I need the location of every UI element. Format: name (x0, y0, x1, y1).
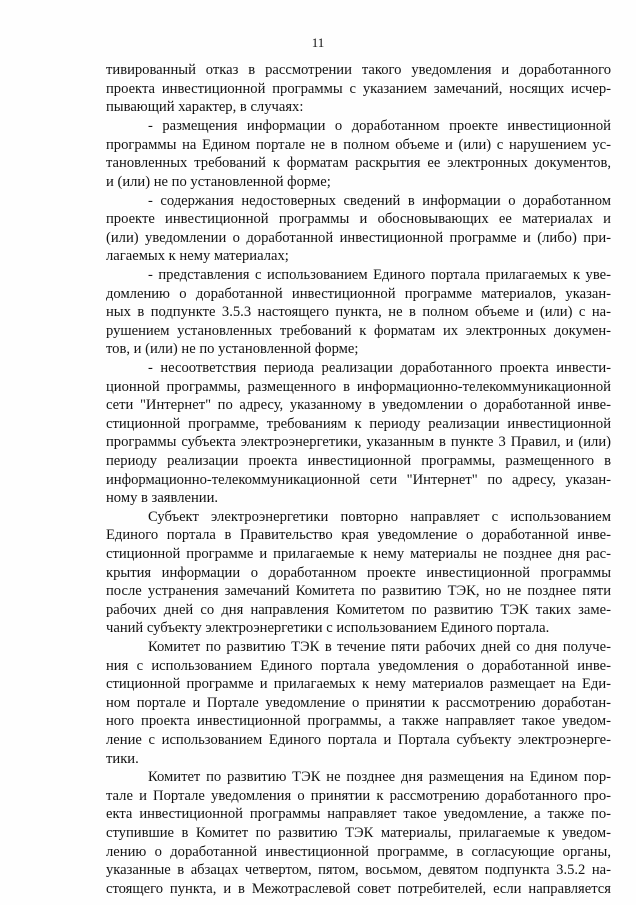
text-line: рабочих дней со дня направления Комитетом по развитию ТЭК таких заме- (106, 602, 611, 618)
text-line: проекта инвестиционной программы с указанием замечаний, носящих исчер- (106, 81, 611, 97)
text-line: - представления с использованием Единого портала прилагаемых к уве- (148, 267, 611, 283)
text-line: ного проекта инвестиционной программы, а также направляет такое уведом- (106, 713, 611, 729)
text-line: Комитет по развитию ТЭК в течение пяти рабочих дней со дня получе- (148, 639, 611, 655)
text-line: ных в подпункте 3.5.3 настоящего пункта, не в полном объеме и (или) с на- (106, 304, 611, 320)
text-line: - размещения информации о доработанном проекте инвестиционной (148, 118, 611, 134)
text-line: тов, и (или) не по установленной форме; (106, 341, 359, 357)
text-line: тики. (106, 751, 139, 767)
text-line: тановленных требований к форматам раскрытия ее электронных документов, (106, 155, 611, 171)
text-line: - содержания недостоверных сведений в информации о доработанном (148, 193, 611, 209)
text-line: пывающий характер, в случаях: (106, 99, 304, 115)
text-line: лению о доработанной инвестиционной программе, в согласующие органы, (106, 844, 611, 860)
text-line: ление с использованием Единого портала и Портала субъекту электроэнерге- (106, 732, 611, 748)
text-line: ционной программы, размещенного в информационно-телекоммуникационной (106, 379, 611, 395)
text-line: и (или) не по установленной форме; (106, 174, 331, 190)
text-line: ному в заявлении. (106, 490, 219, 506)
page-number: 11 (311, 35, 325, 50)
text-line: домлению о доработанной инвестиционной программе материалов, указан- (106, 286, 611, 302)
text-line: программы на Едином портале не в полном объеме и (или) с нарушением ус- (106, 137, 611, 153)
text-line: стиционной программе и прилагаемые к нему материалы не позднее дня рас- (106, 546, 611, 562)
text-line: сети "Интернет" по адресу, указанному в уведомлении о доработанной инве- (106, 397, 611, 413)
text-line: Комитет по развитию ТЭК не позднее дня размещения на Едином пор- (148, 769, 611, 785)
text-line: ния с использованием Единого портала уведомления о доработанной инве- (106, 658, 611, 674)
text-line: указанные в абзацах четвертом, пятом, восьмом, девятом подпункта 3.5.2 на- (106, 862, 611, 878)
text-line: периоду реализации проекта инвестиционной программы, размещенного в (106, 453, 611, 469)
text-line: чаний субъекту электроэнергетики с использованием Единого портала. (106, 620, 550, 636)
text-line: тале и Портале уведомления о принятии к рассмотрению доработанного про- (106, 788, 611, 804)
text-line: - несоответствия периода реализации доработанного проекта инвести- (148, 360, 611, 376)
text-line: (или) уведомлении о доработанной инвестиционной программе и (либо) при- (106, 230, 611, 246)
text-line: ступившие в Комитет по развитию ТЭК материалы, прилагаемые к уведом- (106, 825, 611, 841)
text-line: Субъект электроэнергетики повторно направляет с использованием (148, 509, 611, 525)
text-line: крытия информации о доработанном проекте инвестиционной программы (106, 565, 611, 581)
text-line: проекте инвестиционной программы и обосновывающих ее материалах и (106, 211, 611, 227)
text-line: стиционной программе, требованиям к периоду реализации инвестиционной (106, 416, 611, 432)
text-line: стоящего пункта, и в Межотраслевой совет потребителей, если направляется (106, 881, 611, 897)
text-line: рушением установленных требований к форматам их электронных докумен- (106, 323, 611, 339)
text-line: Единого портала в Правительство края уведомление о доработанной инве- (106, 527, 611, 543)
text-line: тивированный отказ в рассмотрении такого уведомления и доработанного (106, 62, 611, 78)
text-line: информационно-телекоммуникационной сети "Интернет" по адресу, указан- (106, 472, 611, 488)
text-line: ном портале и Портале уведомление о принятии к рассмотрению доработан- (106, 695, 611, 711)
text-line: лагаемых к нему материалах; (106, 248, 289, 264)
text-line: екта инвестиционной программы направляет такое уведомление, а также по- (106, 806, 611, 822)
text-line: стиционной программе и прилагаемых к нему материалов размещает на Еди- (106, 676, 611, 692)
text-line: после устранения замечаний Комитета по развитию ТЭК, но не позднее пяти (106, 583, 611, 599)
text-line: программы субъекта электроэнергетики, указанным в пункте 3 Правил, и (или) (106, 434, 611, 450)
